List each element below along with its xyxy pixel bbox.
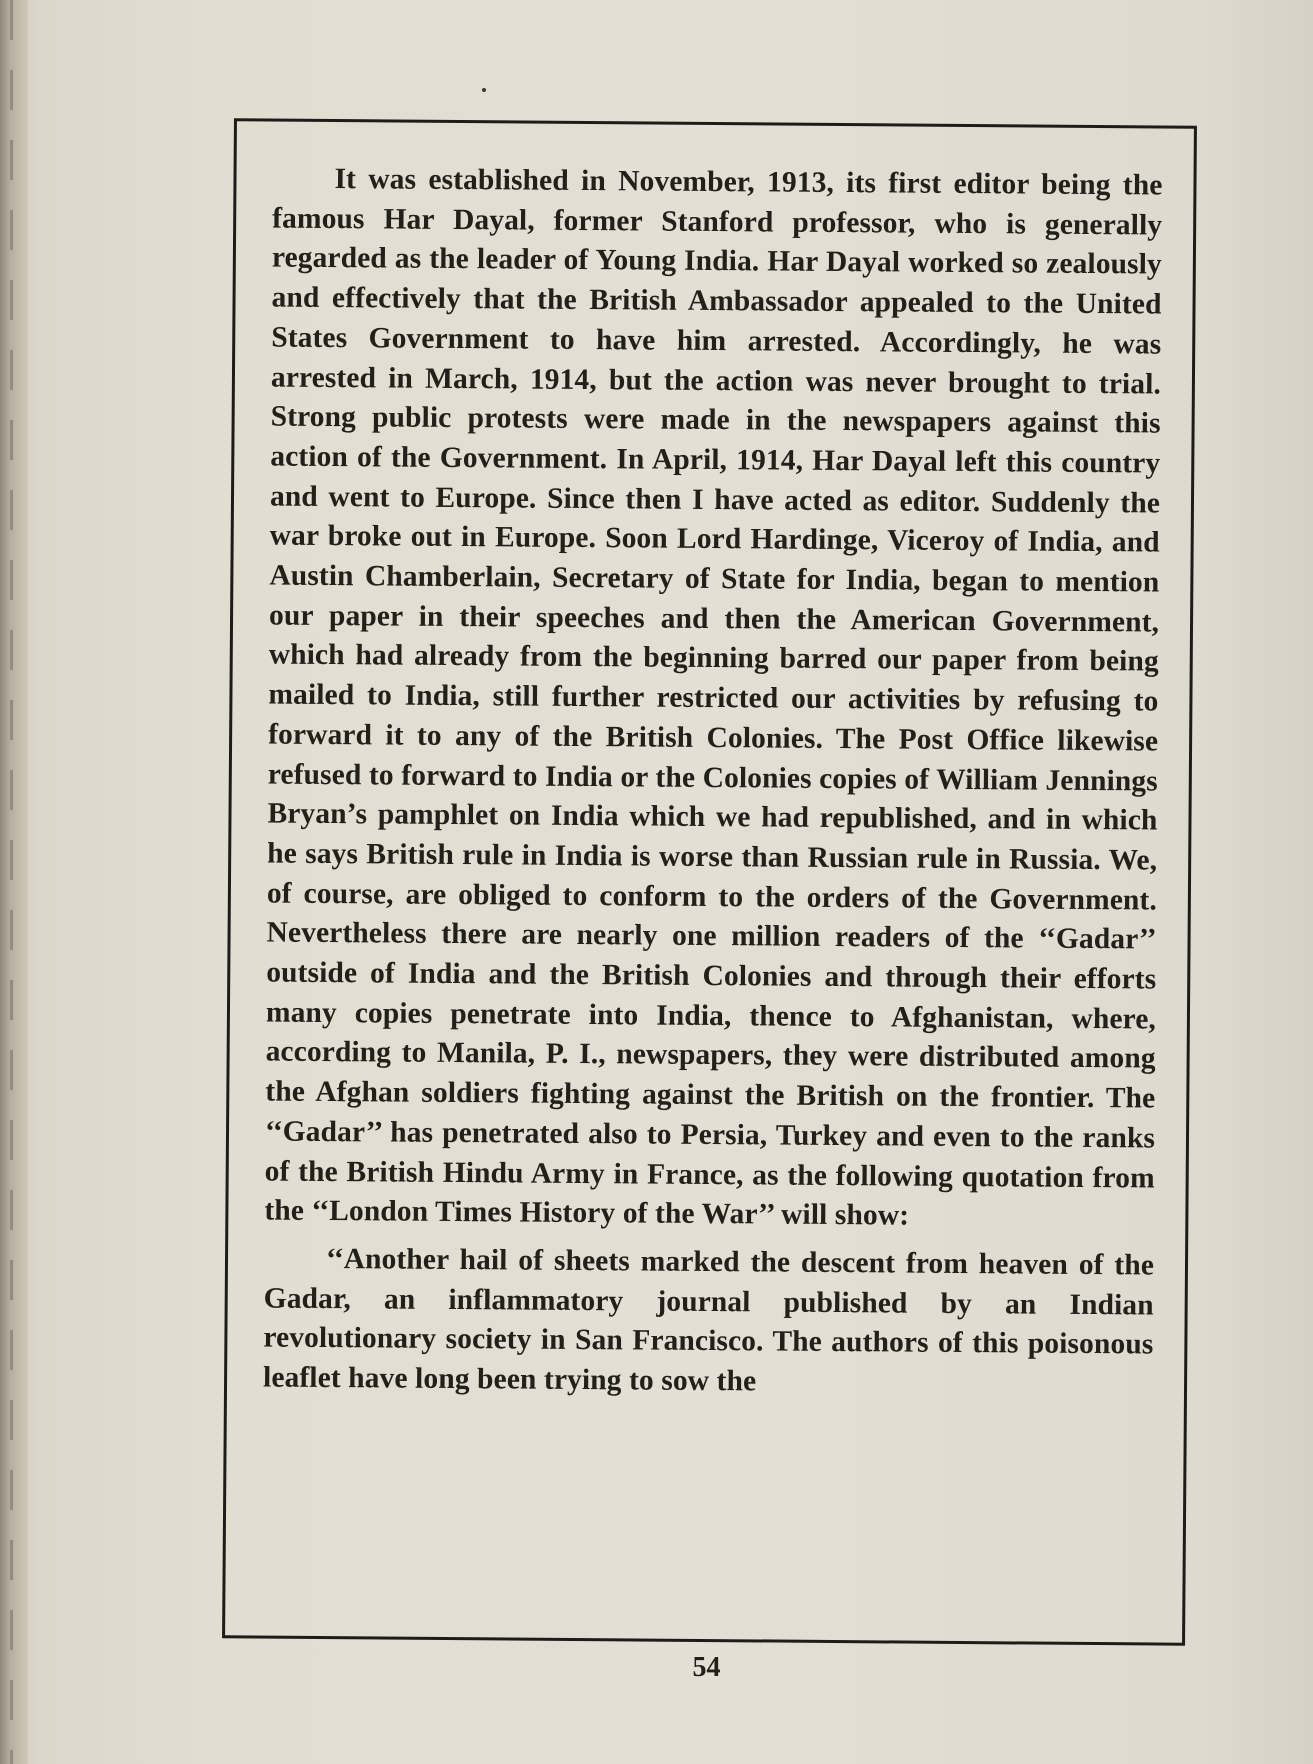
book-spine bbox=[0, 0, 28, 1764]
page-number: 54 bbox=[692, 1652, 721, 1683]
paragraph: It was established in November, 1913, its first editor being the famous Har Dayal, former Stanford professor, who is generally regarded as the leader of Young India. Har Dayal worked so zealously and effectively that the British Ambassador appealed to the United States Government to have him arrested. Accordingly, he was arrested in March, 1914, but the action was never brought to trial. Strong public protests were made in the newspapers against this action of the Government. In April, 1914, Har Dayal left this country and went to Europe. Since then I have acted as editor. Suddenly the war broke out in Europe. Soon Lord Hardinge, Viceroy of India, and Austin Chamberlain, Secretary of State for India, began to mention our paper in their speeches and then the American Government, which had already from the beginning barred our paper from being mailed to India, still further restricted our activities by refusing to forward it to any of the British Colonies. The Post Office likewise refused to forward to India or the Colonies copies of William Jennings Bryan’s pamphlet on India which we had republished, and in which he says British rule in India is worse than Russian rule in Russia. We, of course, are obliged to conform to the orders of the Government. Nevertheless there are nearly one million readers of the ‘‘Gadar’’ outside of India and the British Colonies and through their efforts many copies penetrate into India, thence to Afghanistan, where, according to Manila, P. I., newspapers, they were distributed among the Afghan soldiers fighting against the British on the frontier. The ‘‘Gadar’’ has penetrated also to Persia, Turkey and even to the ranks of the British Hindu Army in France, as the following quotation from the ‘‘London Times History of the War’’ will show: bbox=[264, 163, 1163, 1232]
ink-speck bbox=[482, 88, 486, 92]
body-text bbox=[263, 160, 1163, 1406]
text-frame bbox=[222, 118, 1197, 1646]
quotation-paragraph: ‘‘Another hail of sheets marked the descent from heaven of the Gadar, an inflammatory journal published by an Indian revolutionary society in San Francisco. The authors of this poisonous leaflet have long been trying to sow the bbox=[262, 1242, 1155, 1398]
